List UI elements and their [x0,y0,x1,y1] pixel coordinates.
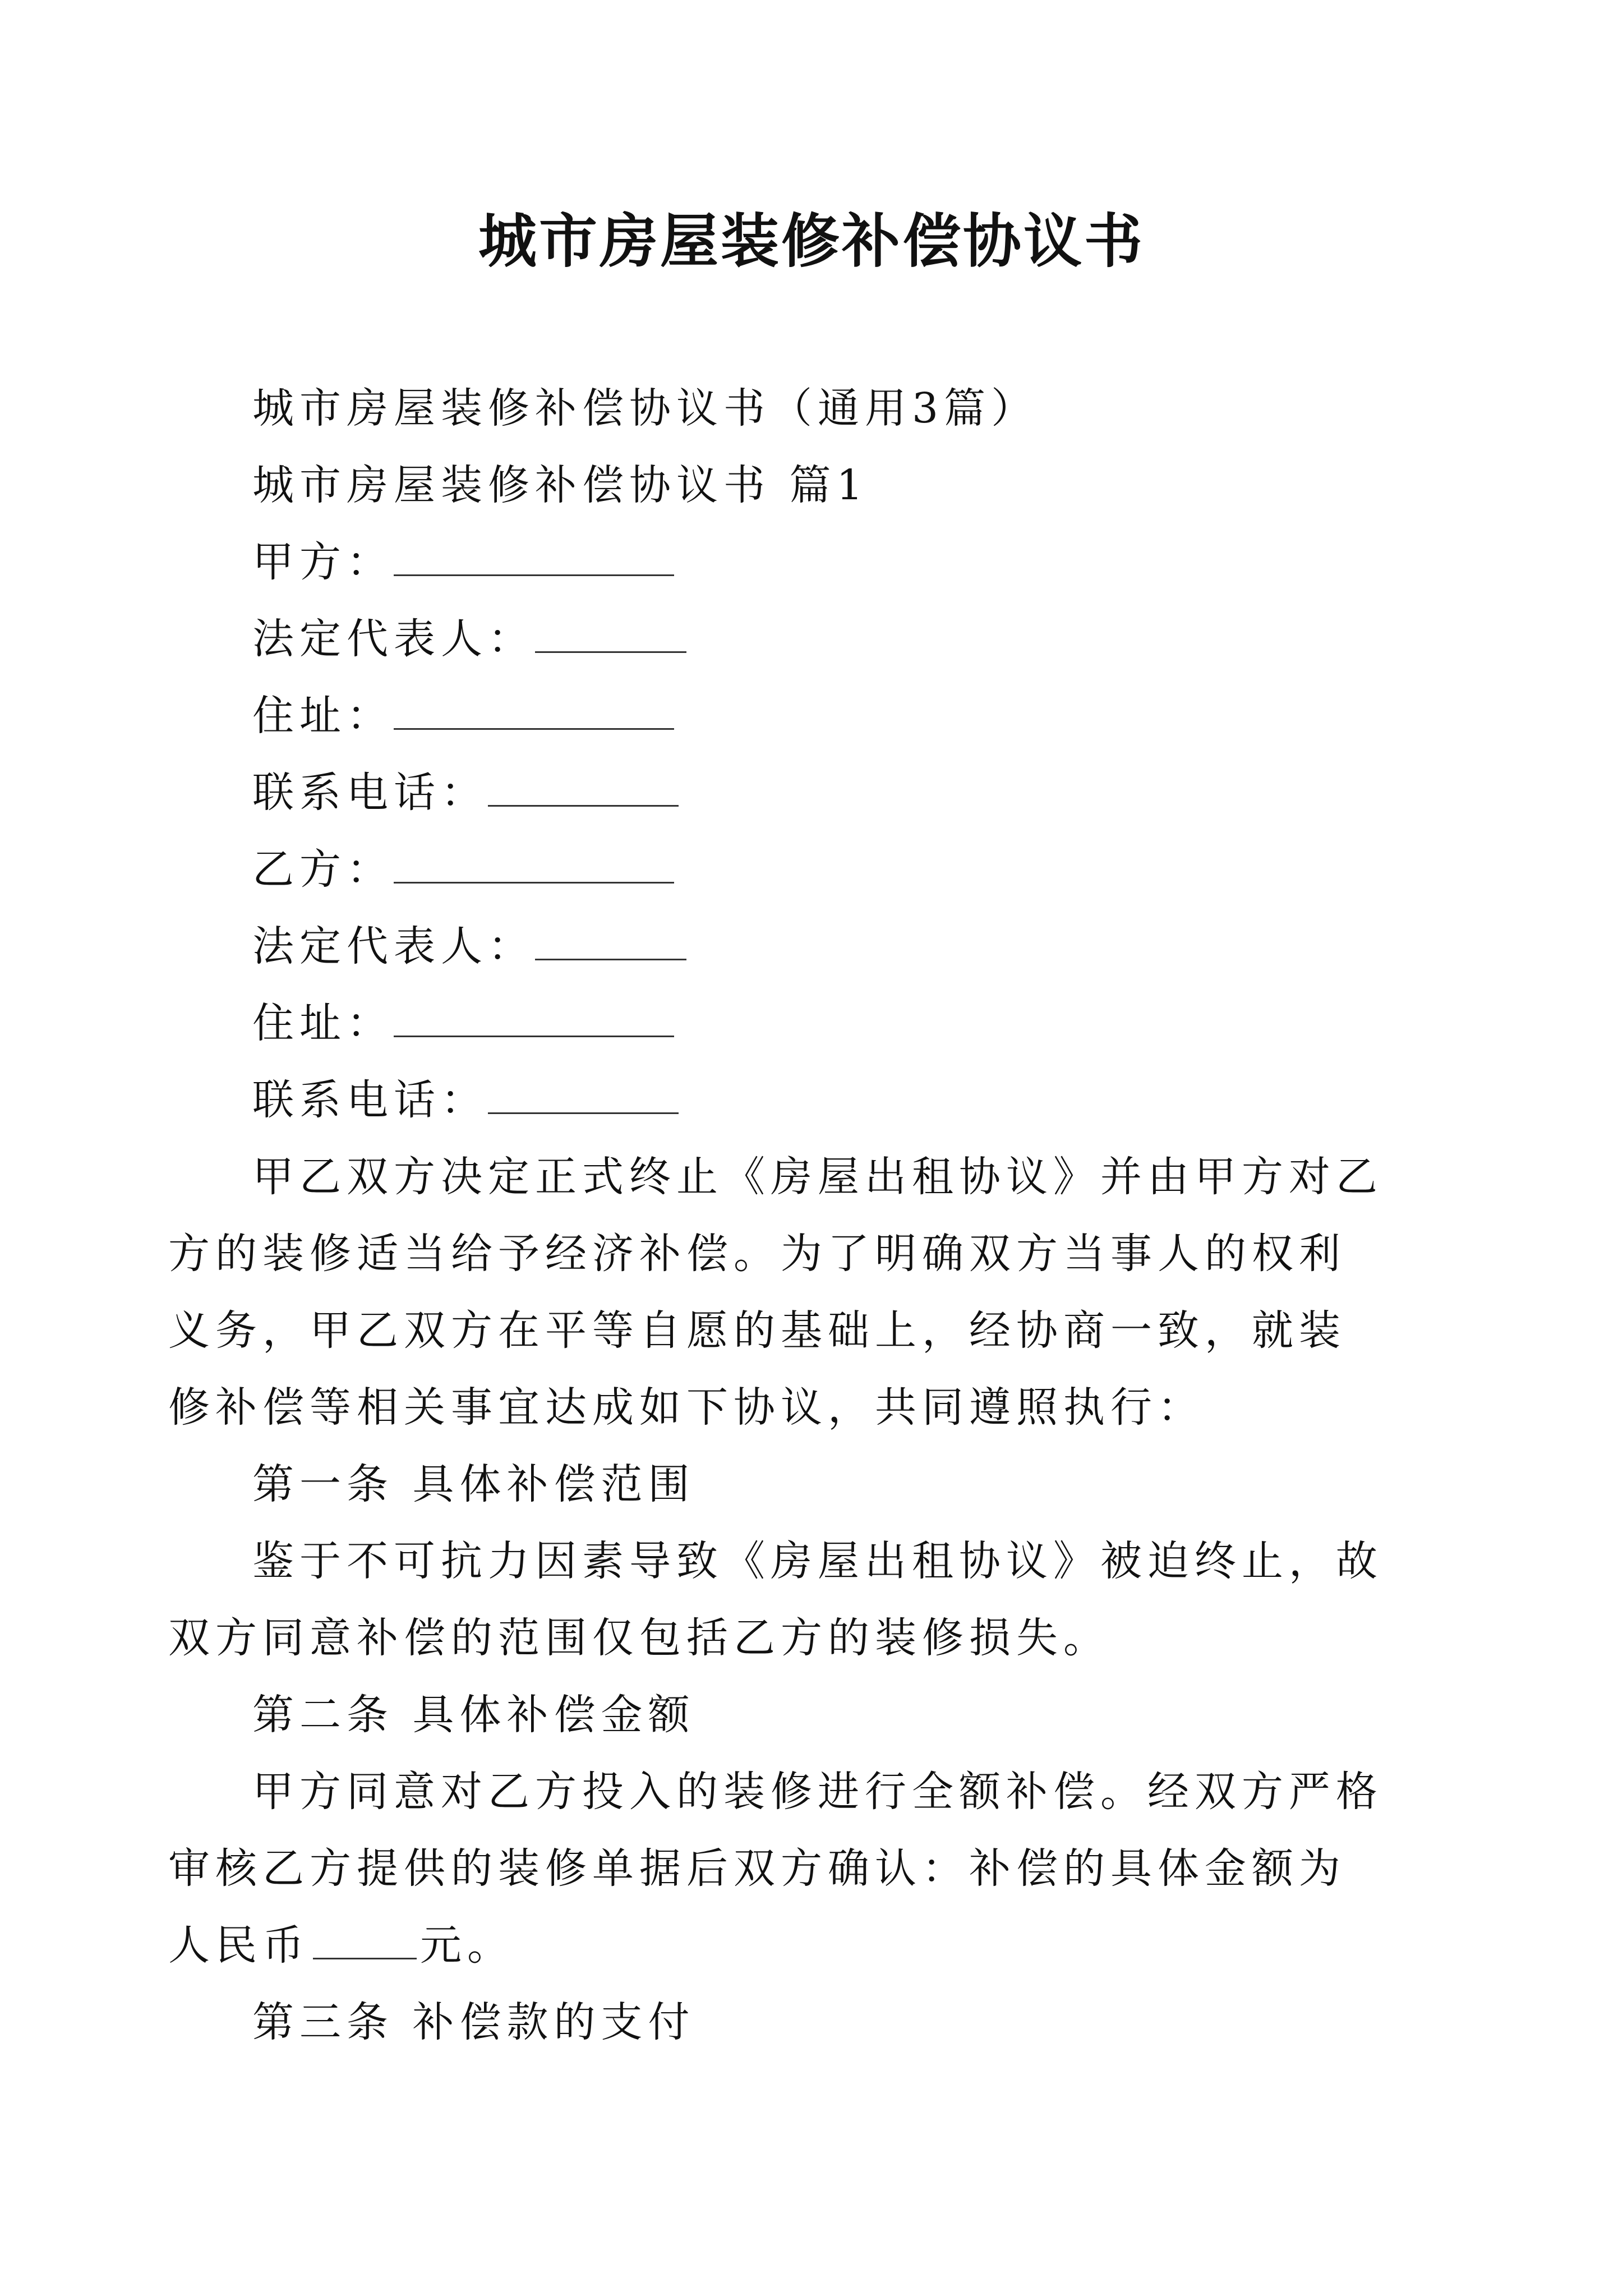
party-b-name-blank [394,848,674,884]
party-b-phone-label: 联系电话： [252,1076,488,1124]
document-subtitle: 城市房屋装修补偿协议书（通用3篇） [252,384,1039,432]
party-b-rep-field [252,908,1388,985]
amount-blank [313,1924,417,1959]
party-a-name-blank [394,541,674,576]
article-3-heading: 第三条 补偿款的支付 [252,1998,695,2046]
party-b-address-field [252,985,1388,1062]
party-a-address-blank [394,694,674,730]
article-2-heading: 第二条 具体补偿金额 [252,1691,695,1739]
party-a-name-label: 甲方： [252,538,394,586]
intro-paragraph: 甲乙双方决定正式终止《房屋出租协议》并由甲方对乙方的装修适当给予经济补偿。为了明确双方当事人的权利义务，甲乙双方在平等自愿的基础上，经协商一致，就装修补偿等相关事宜达成如下协议，共同遵照执行： [168,1153,1383,1432]
party-b-rep-blank [535,925,686,960]
party-b-rep-label: 法定代表人： [252,922,535,970]
party-b-phone-field [252,1062,1388,1139]
party-b-phone-blank [488,1079,679,1114]
article-2-text-before: 甲方同意对乙方投入的装修进行全额补偿。经双方严格审核乙方提供的装修单据后双方确认：补偿的具体金额为人民币 [168,1768,1383,1970]
party-a-rep-label: 法定代表人： [252,615,535,663]
party-a-phone-field [252,754,1388,831]
party-a-address-field [252,678,1388,754]
party-a-rep-field [252,601,1388,678]
document-title: 城市房屋装修补偿协议书 [478,206,1145,275]
party-b-name-field [252,831,1388,908]
article-2-text-after: 元。 [420,1921,514,1970]
article-2-text [168,1754,1388,1984]
party-a-rep-blank [535,618,686,653]
article-1-text: 鉴于不可抗力因素导致《房屋出租协议》被迫终止，故双方同意补偿的范围仅包括乙方的装修损失。 [168,1537,1383,1662]
party-b-address-label: 住址： [252,999,394,1047]
party-b-name-label: 乙方： [252,845,394,894]
party-a-address-label: 住址： [252,692,394,740]
section-heading: 城市房屋装修补偿协议书 篇1 [252,461,869,509]
document-body [168,370,1388,2061]
article-1-heading: 第一条 具体补偿范围 [252,1460,695,1508]
party-b-address-blank [394,1002,674,1037]
party-a-phone-label: 联系电话： [252,769,488,817]
party-a-name-field [252,524,1388,601]
party-a-phone-blank [488,771,679,807]
